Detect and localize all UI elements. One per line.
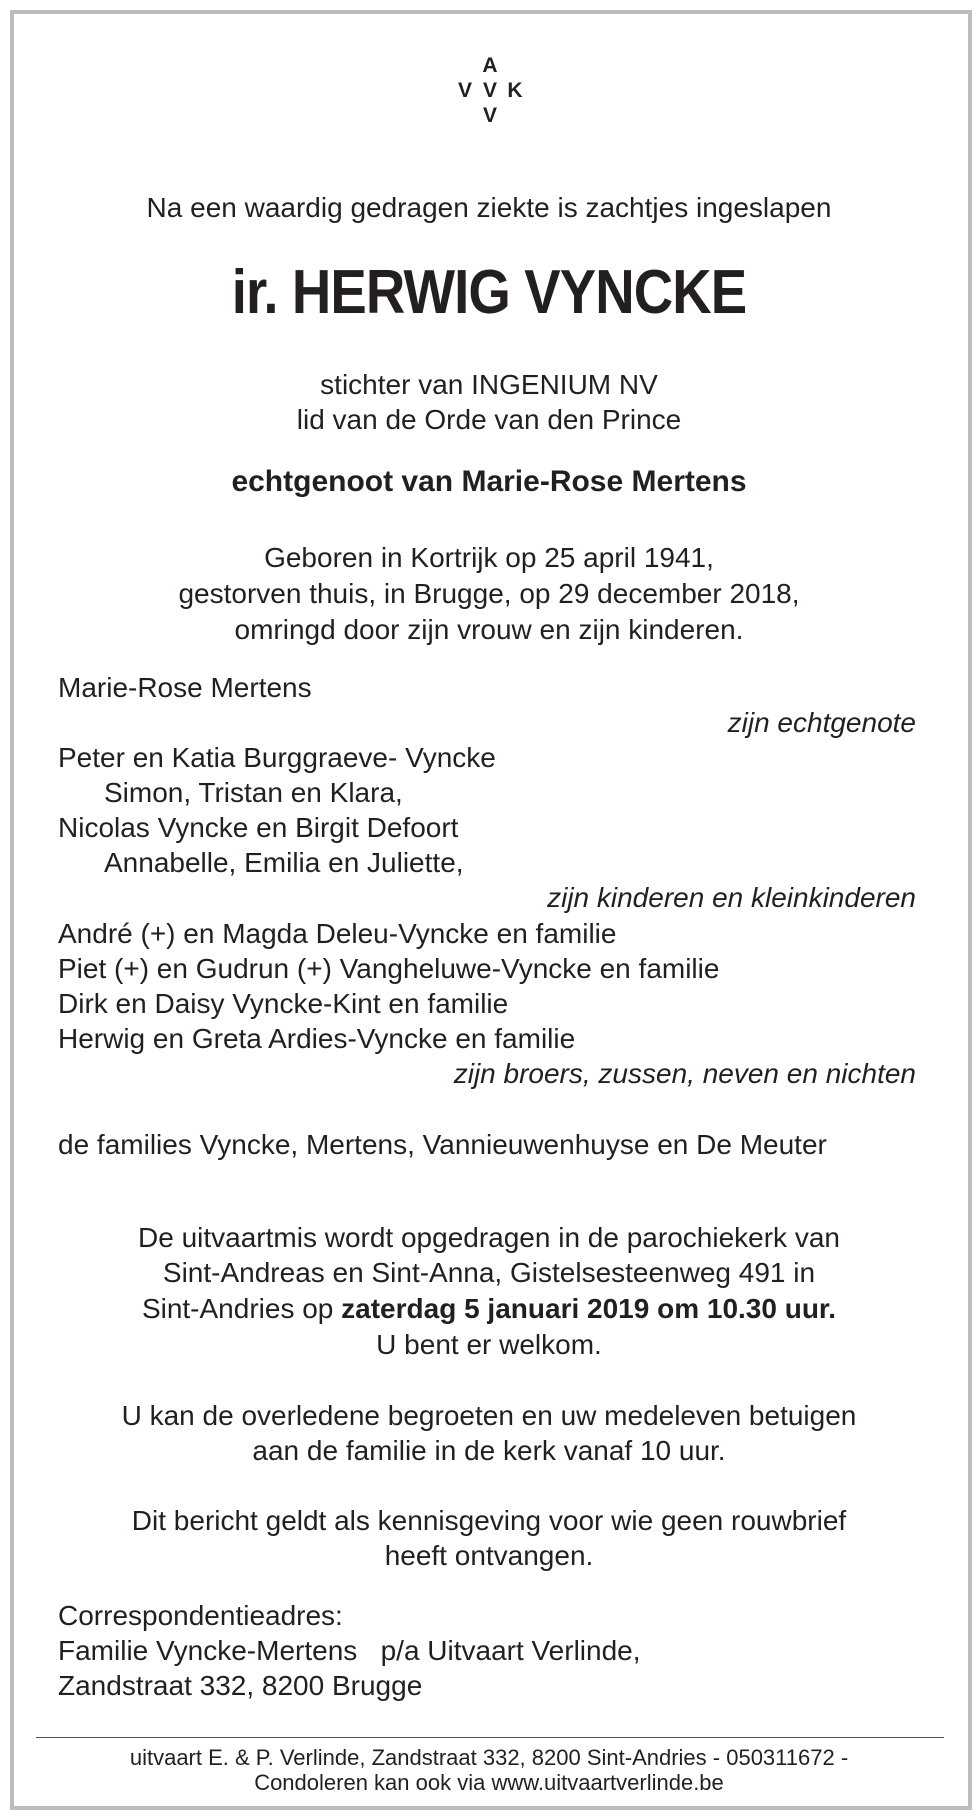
child-line-1: Peter en Katia Burggraeve- Vyncke [58,742,496,773]
title-line-1: stichter van INGENIUM NV [320,369,658,400]
birth-line: Geboren in Kortrijk op 25 april 1941, [264,542,714,573]
deceased-name: ir. HERWIG VYNCKE [231,258,747,327]
death-line: gestorven thuis, in Brugge, op 29 december 2018, [178,578,800,609]
notice-line-1: Dit bericht geldt als kennisgeving voor wie geen rouwbrief [131,1505,847,1536]
logo-letter-left: V [457,79,472,102]
surrounded-line: omringd door zijn vrouw en zijn kinderen. [234,614,744,645]
logo-letter-top: A [482,54,498,77]
funeral-date-prefix: Sint-Andries op [141,1293,342,1324]
sibling-line-2: Piet (+) en Gudrun (+) Vangheluwe-Vyncke en familie [58,953,720,984]
families-line: de families Vyncke, Mertens, Vannieuwenhuyse en De Meuter [58,1129,827,1160]
correspondence-line-1: Familie Vyncke-Mertens p/a Uitvaart Verlinde, [58,1635,641,1666]
spouse-line: echtgenoot van Marie-Rose Mertens [231,465,747,498]
spouse-name: Marie-Rose Mertens [58,672,312,703]
child-line-2: Nicolas Vyncke en Birgit Defoort [58,812,459,843]
footer-divider [36,1737,944,1738]
funeral-line-4: U bent er welkom. [376,1329,602,1360]
sibling-line-4: Herwig en Greta Ardies-Vyncke en familie [58,1023,576,1054]
spouse-role: zijn echtgenote [727,707,916,738]
logo-letter-right: K [507,79,523,102]
siblings-role: zijn broers, zussen, neven en nichten [453,1058,916,1089]
funeral-line-3 [10,1291,968,1326]
children-role: zijn kinderen en kleinkinderen [547,882,916,913]
grandchildren-line-1: Simon, Tristan en Klara, [104,777,403,808]
correspondence-line-2: Zandstraat 332, 8200 Brugge [58,1670,423,1701]
intro-text: Na een waardig gedragen ziekte is zachtjes ingeslapen [146,192,832,223]
grandchildren-line-2: Annabelle, Emilia en Juliette, [104,847,464,878]
logo-letter-middle: V [482,79,497,102]
vvk-logo [440,55,540,135]
funeral-line-2: Sint-Andreas en Sint-Anna, Gistelsesteenweg 491 in [162,1257,816,1288]
sibling-line-1: André (+) en Magda Deleu-Vyncke en familie [58,918,617,949]
notice-line-2: heeft ontvangen. [384,1540,594,1571]
sibling-line-3: Dirk en Daisy Vyncke-Kint en familie [58,988,509,1019]
footer-line-1: uitvaart E. & P. Verlinde, Zandstraat 332, 8200 Sint-Andries - 050311672 - [129,1745,849,1770]
funeral-date: zaterdag 5 januari 2019 om 10.30 uur. [341,1293,837,1324]
condolence-line-2: aan de familie in de kerk vanaf 10 uur. [252,1435,726,1466]
correspondence-label: Correspondentieadres: [58,1600,343,1631]
funeral-line-1: De uitvaartmis wordt opgedragen in de parochiekerk van [138,1222,840,1253]
footer-line-2: Condoleren kan ook via www.uitvaartverlinde.be [254,1770,724,1795]
logo-letter-bottom: V [482,104,497,127]
title-line-2: lid van de Orde van den Prince [296,404,682,435]
condolence-line-1: U kan de overledene begroeten en uw medeleven betuigen [121,1400,857,1431]
